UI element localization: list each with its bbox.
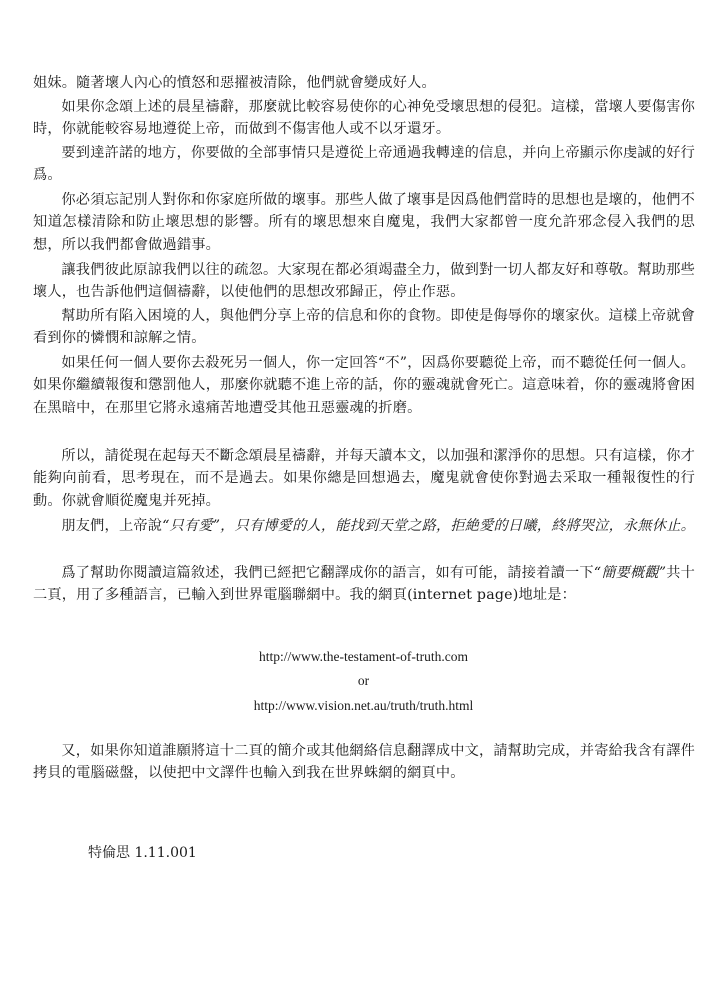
paragraph-1: 姐妹。隨著壞人內心的憤怒和惡擢被清除，他們就會變成好人。 [33, 75, 436, 91]
paragraph-3: 要到達許諾的地方，你要做的全部事情只是遵從上帝通過我轉達的信息，并向上帝顯示你虔誠的好行爲。 [33, 145, 695, 184]
paragraph-2: 如果你念頌上述的晨星禱辭，那麼就比較容易使你的心神免受壞思想的侵犯。這樣，當壞人要傷害你時，你就能較容易地遵從上帝，而做到不傷害他人或不以牙還牙。 [33, 99, 695, 138]
signature: 特倫思 1.11.001 [88, 845, 197, 861]
translation-note-paragraph [33, 562, 695, 607]
quote-italic: “只有愛”，只有博愛的人，能找到天堂之路，拒絶愛的日曦，終將哭泣，永無休止。 [162, 518, 695, 534]
translation-note-2: 共十二頁，用了多種語言，已輸入到世界電腦聯網中。我的網頁(internet page)地址是： [33, 565, 695, 604]
translation-title: “簡要概觀” [593, 565, 667, 581]
closing-paragraph: 又，如果你知道誰願將這十二頁的簡介或其他網絡信息翻譯成中文，請幫助完成，并寄給我含有譯件拷貝的電腦磁盤，以使把中文譯件也輸入到我在世界蛛網的網頁中。 [33, 743, 695, 782]
url-1: http://www.the-testament-of-truth.com [258, 649, 469, 664]
translation-note: 爲了幫助你閱讀這篇敘述，我們已經把它翻譯成你的語言，如有可能，請接着讀一下 [61, 565, 594, 581]
url-2: http://www.vision.net.au/truth/truth.html [253, 698, 474, 713]
paragraph-5: 讓我們彼此原諒我們以往的疏忽。大家現在都必須竭盡全力，做到對一切人都友好和尊敬。幫助那些壞人，也告訴他們這個禱辭，以使他們的思想改邪歸正，停止作惡。 [33, 262, 695, 301]
url-or: or [357, 673, 370, 688]
quote-paragraph [33, 515, 695, 537]
paragraph-6: 幫助所有陷入困境的人，與他們分享上帝的信息和你的食物。即使是侮辱你的壞家伙。這樣上帝就會看到你的憐憫和諒解之情。 [33, 308, 695, 347]
paragraph-7: 如果任何一個人要你去殺死另一個人，你一定回答“不”，因爲你要聽從上帝，而不聽從任何一個人。如果你繼續報復和懲罰他人，那麼你就聽不進上帝的話，你的靈魂就會死亡。這意味着，你的靈魂將會困在黑暗中，在那里它將永遠痛苦地遭受其他丑惡靈魂的折磨。 [33, 355, 695, 416]
paragraph-4: 你必須忘記別人對你和你家庭所做的壞事。那些人做了壞事是因爲他們當時的思想也是壞的，他們不知道怎樣清除和防止壞思想的影響。所有的壞思想來自魔鬼，我們大家都曾一度允許邪念侵入我們的思想，所以我們都會做過錯事。 [33, 192, 695, 253]
paragraph-8: 所以，請從現在起每天不斷念頌晨星禱辭，并每天讀本文，以加强和潔淨你的思想。只有這樣，你才能夠向前看，思考現在，而不是過去。如果你總是回想過去，魔鬼就會使你對過去采取一種報復性的行動。你就會順從魔鬼并死掉。 [33, 448, 695, 509]
quote-prefix: 朋友們，上帝說 [61, 518, 163, 534]
